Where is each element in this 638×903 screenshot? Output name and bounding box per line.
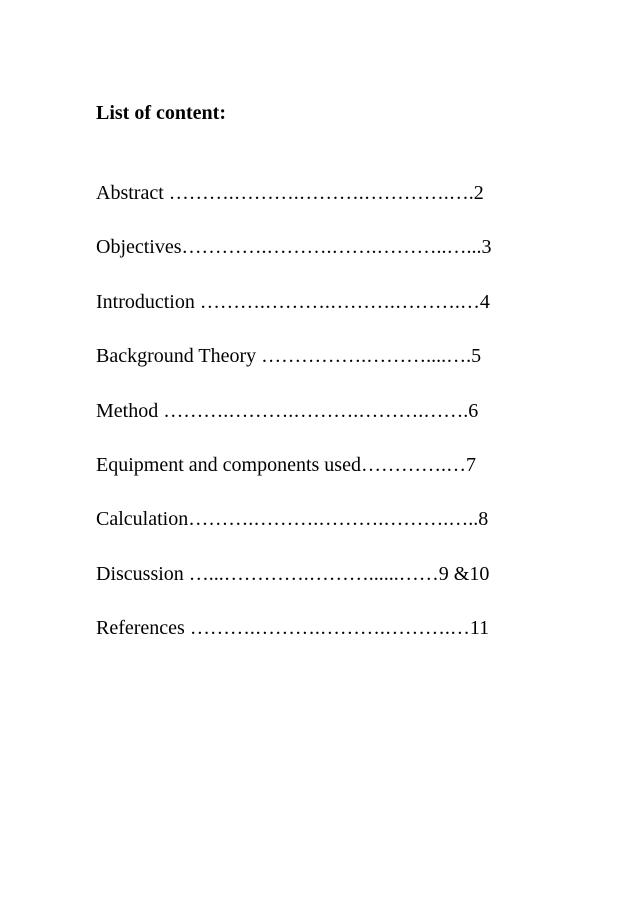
toc-entry-introduction: Introduction ……….……….……….……….…4: [96, 290, 490, 313]
toc-entry-equipment: Equipment and components used………….…7: [96, 453, 476, 476]
toc-entry-abstract: Abstract ……….……….……….………….….2: [96, 182, 484, 204]
toc-entry-references: References ……….……….……….……….…11: [96, 617, 490, 640]
toc-entry-method: Method ……….……….……….……….…….6: [96, 399, 479, 422]
toc-entry-discussion: Discussion …...………….………......……9 &10: [96, 562, 490, 585]
table-of-contents: [96, 181, 556, 671]
toc-entry-calculation: Calculation……….……….……….……….…..8: [96, 508, 489, 531]
toc-heading: List of content:: [96, 102, 226, 124]
toc-entry-background-theory: Background Theory …………….………....….5: [96, 345, 482, 368]
toc-entry-objectives: Objectives………….……….…….………..…...3: [96, 236, 492, 259]
